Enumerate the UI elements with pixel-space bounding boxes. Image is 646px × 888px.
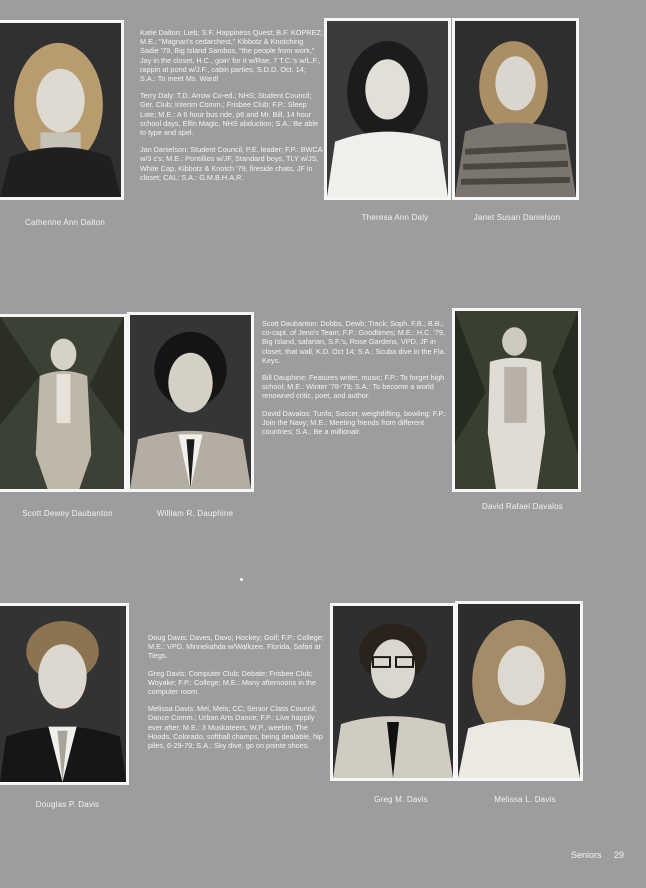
portrait-photo <box>127 312 254 492</box>
page-footer <box>561 850 624 860</box>
student-name: Theresa Ann Daly <box>361 213 429 222</box>
portrait-photo <box>455 601 583 781</box>
student-name: Melissa L. Davis <box>494 795 556 804</box>
portrait-photo <box>452 18 579 200</box>
bio-text: Terry Daly: T.D. Arrow Co-ed.; NHS; Student Council; Ger. Club; Interim Comm.; Frisbee Club; F.P.: Sleep Late; M.E.: A 6 hour bus ride, p6 and Mr. Bill, 14 hour school days, Elfin Magic, NHS abduction; S.A.: Be able to type and spel. <box>140 91 319 138</box>
section-label: Seniors <box>570 850 602 860</box>
student-name: William R. Dauphine <box>156 509 234 518</box>
page-number: 29 <box>613 850 624 860</box>
portrait-photo <box>330 603 456 781</box>
student-name: Catherine Ann Dalton <box>24 218 106 227</box>
bio-block <box>140 28 323 190</box>
bio-text: Jan Danielson: Student Council; P.E. leader; F.P.: BWCA w/3 c's; M.E.: Pontillios w/JF, Standard boys, TLY w/JS, White Cap, Kibbotz & Knotch '79, fireside chats, JF in closet; CAL; S.A.: G.M.B.H.A.R. <box>140 145 323 182</box>
bio-text: Melissa Davis: Mel, Mels; CC; Senior Class Council; Dance Comm.; Urban Arts Dance; F.P.: Live happily ever after; M.E.: 3 Muskateers, W.P., weebin, The Hoods, Colorado, softball champs, being dealable, hip piles, 6-29-79; S.A.: Sky dive, go on pointe shoes. <box>148 704 323 751</box>
student-name: Douglas P. Davis <box>35 800 100 809</box>
portrait-photo <box>0 603 129 785</box>
bio-text: Doug Davis: Daves, Davo; Hockey; Golf; F.P.: College; M.E.: VPD, Minnekahda w/Walkzee, Florida, Safari at Tiegs. <box>148 633 324 661</box>
portrait-photo <box>324 18 451 200</box>
portrait-photo <box>452 308 581 492</box>
student-name: Greg M. Davis <box>374 795 428 804</box>
bio-text: Greg Davis: Computer Club; Debate; Frisbee Club; Woyake; F.P.: College; M.E.: Many afternoons in the computer room. <box>148 668 317 697</box>
student-name: Scott Dewey Daubanton <box>22 509 113 518</box>
bio-block <box>262 319 448 444</box>
bio-text: Katie Dalton: Lieb; S.F. Happiness Quest; B.F. KOPREZ; M.E.: "Magnan's cedarchest," Kibbotz & Knotching Sadie '79, Big Island Sambos, "the people from work," Jay in the closet, H.C., goin' for it w/Rae, 7 T.C.'s w/L.F., rappin at pond w/J.F., cabin parties, S.D.D. Oct. 14; S.A.: To meet Ms. Ward! <box>140 28 323 84</box>
bio-text: David Davalos: Tunfa; Soccer, weightlifting, bowling; F.P.: Join the Navy; M.E.: Meeting friends from different countries; S.A.: Be a millionair. <box>262 408 447 437</box>
portrait-photo <box>0 314 127 492</box>
student-name: Janet Susan Danielson <box>473 213 561 222</box>
bio-text: Bill Dauphine: Features writer, music; F.P.: To forget high school; M.E.: Winter '78-'79; S.A.: To become a world renowned critic, poet, and author. <box>262 373 445 401</box>
bio-text: Scott Daubanton: Dobbs, Dewb; Track; Soph. F.B.; B.B.; co-capt. of Jeno's Team; F.P.: Goodtimes; M.E.: H.C. '79, Big Island, safarian, S.F.'s, Rose Gardens, VPD, JF in closet, that wall, K.D. Oct 14; S.A.: Scuba dive in the Fla. Keys. <box>262 319 446 365</box>
bio-block <box>148 633 328 758</box>
student-name: David Rafael Davalos <box>482 502 563 511</box>
portrait-photo <box>0 20 124 200</box>
dust-speck <box>240 578 243 581</box>
